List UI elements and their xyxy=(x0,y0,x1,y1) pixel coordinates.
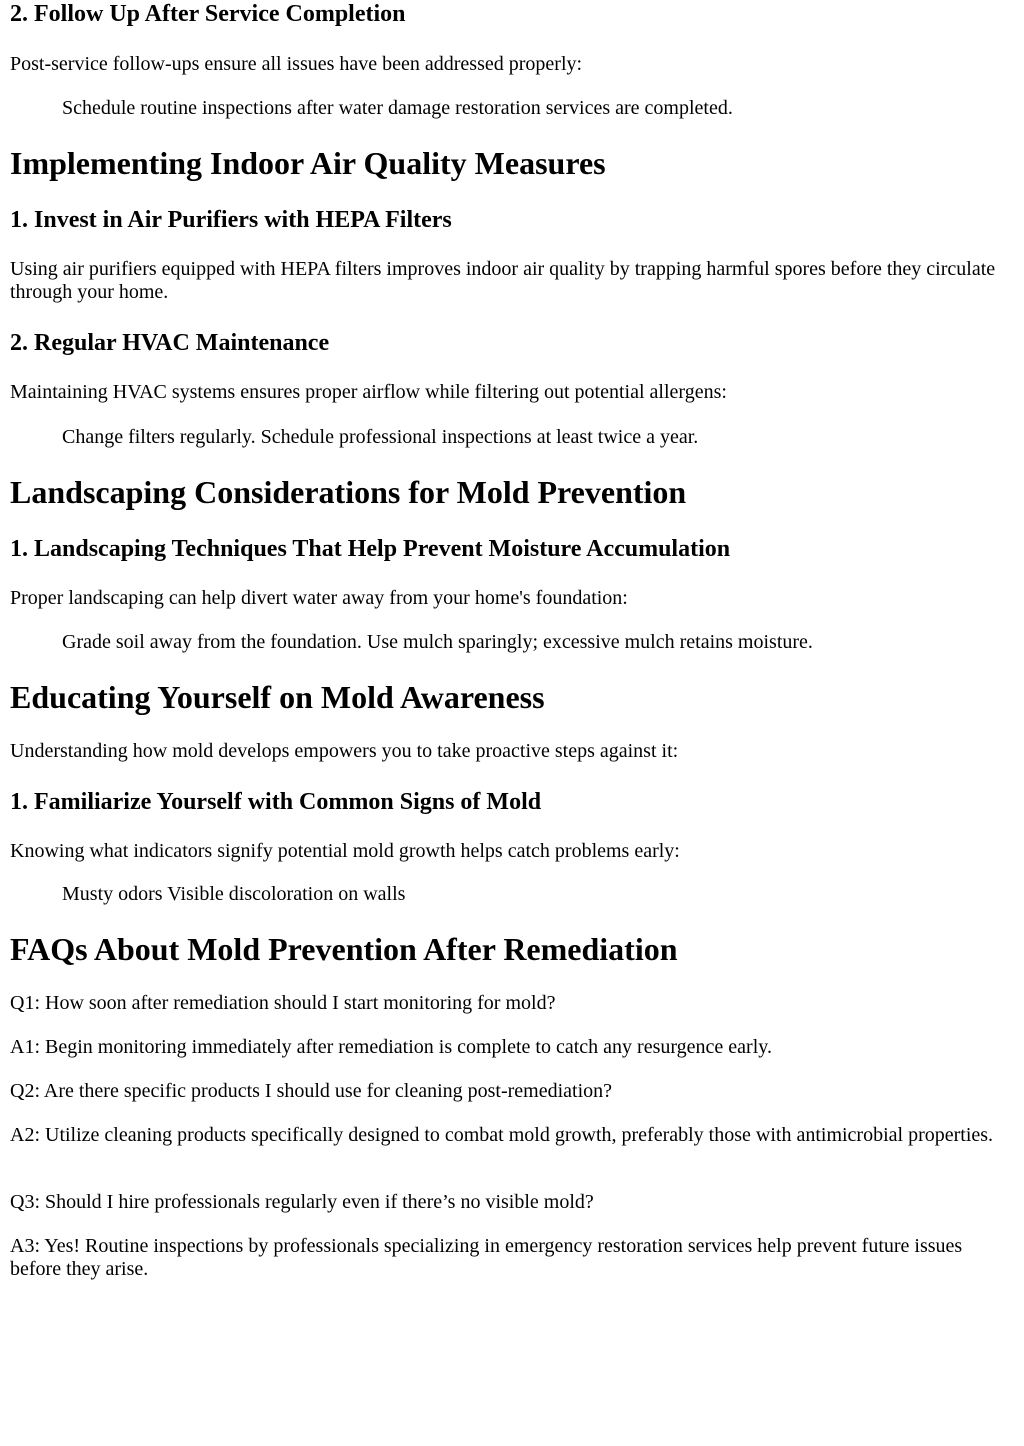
signs-list: Musty odors Visible discoloration on walls xyxy=(62,883,406,905)
hvac-list: Change filters regularly. Schedule professional inspections at least twice a year. xyxy=(62,426,699,448)
landscaping-intro: Proper landscaping can help divert water away from your home's foundation: xyxy=(10,587,628,609)
air-purifiers-text: Using air purifiers equipped with HEPA filters improves indoor air quality by trapping harmful spores before they circulate through your home. xyxy=(10,258,996,303)
faq-question-1: Q1: How soon after remediation should I start monitoring for mold? xyxy=(10,992,556,1014)
awareness-intro: Understanding how mold develops empowers you to take proactive steps against it: xyxy=(10,740,679,762)
faq-answer-3: A3: Yes! Routine inspections by professionals specializing in emergency restoration services help prevent future issues before they arise. xyxy=(10,1235,963,1280)
faq-answer-1: A1: Begin monitoring immediately after remediation is complete to catch any resurgence early. xyxy=(10,1036,772,1058)
follow-up-intro: Post-service follow-ups ensure all issues have been addressed properly: xyxy=(10,53,583,75)
landscaping-list: Grade soil away from the foundation. Use mulch sparingly; excessive mulch retains moisture. xyxy=(62,631,813,653)
faq-question-3: Q3: Should I hire professionals regularly even if there’s no visible mold? xyxy=(10,1191,594,1213)
faq-answer-2: A2: Utilize cleaning products specifically designed to combat mold growth, preferably those with antimicrobial properties. xyxy=(10,1124,994,1146)
heading-signs-of-mold: 1. Familiarize Yourself with Common Signs of Mold xyxy=(10,789,542,815)
heading-air-purifiers: 1. Invest in Air Purifiers with HEPA Filters xyxy=(10,207,452,233)
heading-faqs: FAQs About Mold Prevention After Remediation xyxy=(10,931,678,967)
hvac-intro: Maintaining HVAC systems ensures proper airflow while filtering out potential allergens: xyxy=(10,381,727,403)
signs-intro: Knowing what indicators signify potential mold growth helps catch problems early: xyxy=(10,840,680,862)
heading-landscaping-techniques: 1. Landscaping Techniques That Help Prevent Moisture Accumulation xyxy=(10,536,731,562)
heading-follow-up: 2. Follow Up After Service Completion xyxy=(10,1,406,27)
heading-hvac: 2. Regular HVAC Maintenance xyxy=(10,330,330,356)
faq-question-2: Q2: Are there specific products I should use for cleaning post-remediation? xyxy=(10,1080,613,1102)
heading-air-quality: Implementing Indoor Air Quality Measures xyxy=(10,145,606,181)
follow-up-list: Schedule routine inspections after water damage restoration services are completed. xyxy=(62,97,733,119)
heading-landscaping: Landscaping Considerations for Mold Prevention xyxy=(10,474,687,510)
heading-awareness: Educating Yourself on Mold Awareness xyxy=(10,679,545,715)
